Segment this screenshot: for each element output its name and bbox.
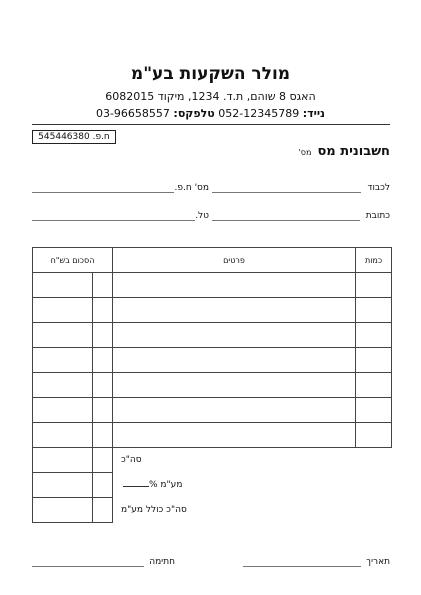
amount-cents-cell[interactable]	[93, 348, 113, 373]
summary-row-total-with-vat	[33, 498, 392, 523]
summary-row-total	[33, 448, 392, 473]
details-cell[interactable]	[113, 348, 356, 373]
amount-cents-cell[interactable]	[93, 323, 113, 348]
table-row	[33, 273, 392, 298]
total-amount-cell[interactable]	[33, 448, 93, 473]
table-row	[33, 348, 392, 373]
table-row	[33, 398, 392, 423]
amount-cell[interactable]	[33, 298, 93, 323]
tax-id-field-line[interactable]	[32, 192, 174, 193]
to-field-line[interactable]	[212, 192, 361, 193]
items-table	[32, 247, 392, 523]
invoice-number-label: מס'	[298, 148, 312, 157]
vat-cents-cell[interactable]	[93, 473, 113, 498]
grand-total-cents-cell[interactable]	[93, 498, 113, 523]
details-cell[interactable]	[113, 298, 356, 323]
contact-line	[0, 107, 421, 120]
quantity-cell[interactable]	[356, 273, 392, 298]
amount-cell[interactable]	[33, 423, 93, 448]
summary-row-vat	[33, 473, 392, 498]
details-cell[interactable]	[113, 423, 356, 448]
address-label: כתובת	[365, 211, 390, 221]
details-cell[interactable]	[113, 273, 356, 298]
quantity-cell[interactable]	[356, 298, 392, 323]
table-header-row	[33, 248, 392, 273]
total-cents-cell[interactable]	[93, 448, 113, 473]
details-cell[interactable]	[113, 373, 356, 398]
to-label: לכבוד	[367, 183, 390, 193]
company-tax-id-box: ח.פ. 545446380	[32, 130, 116, 144]
vat-amount-cell[interactable]	[33, 473, 93, 498]
phone-field-line[interactable]	[32, 220, 195, 221]
company-address: האגס 8 שוהם, ת.ד. 1234, מיקוד 6082015	[105, 90, 316, 103]
table-row	[33, 423, 392, 448]
phone-field-label: טל.	[195, 211, 209, 221]
quantity-cell[interactable]	[356, 398, 392, 423]
invoice-title-text: חשבונית מס	[317, 144, 390, 159]
table-row	[33, 298, 392, 323]
vat-label: מע"מ %	[113, 473, 392, 498]
amount-cents-cell[interactable]	[93, 398, 113, 423]
quantity-cell[interactable]	[356, 373, 392, 398]
amount-cents-cell[interactable]	[93, 298, 113, 323]
header-divider	[32, 124, 390, 125]
date-line[interactable]	[243, 566, 361, 567]
details-cell[interactable]	[113, 398, 356, 423]
address-field-line[interactable]	[212, 220, 360, 221]
amount-cents-cell[interactable]	[93, 423, 113, 448]
quantity-cell[interactable]	[356, 423, 392, 448]
amount-cell[interactable]	[33, 273, 93, 298]
mobile-label: נייד:	[302, 107, 326, 120]
amount-cents-cell[interactable]	[93, 373, 113, 398]
signature-line[interactable]	[32, 566, 144, 567]
vat-percent-line[interactable]	[123, 486, 149, 487]
mobile-number: 052-12345789	[218, 107, 300, 120]
table-row	[33, 373, 392, 398]
table-row	[33, 323, 392, 348]
amount-cell[interactable]	[33, 373, 93, 398]
company-name: מולר השקעות בע"מ	[130, 64, 291, 84]
amount-cell[interactable]	[33, 323, 93, 348]
column-header-amount: הסכום בש"ח	[33, 248, 113, 273]
details-cell[interactable]	[113, 323, 356, 348]
signature-label: חתימה	[149, 557, 175, 567]
column-header-details: פרטים	[113, 248, 356, 273]
tax-id-label: מס' ח.פ.	[174, 183, 209, 193]
column-header-quantity: כמות	[356, 248, 392, 273]
quantity-cell[interactable]	[356, 323, 392, 348]
amount-cell[interactable]	[33, 348, 93, 373]
grand-total-amount-cell[interactable]	[33, 498, 93, 523]
amount-cell[interactable]	[33, 398, 93, 423]
total-label: סה"כ	[121, 455, 142, 466]
phone-number: 03-96658557	[95, 107, 170, 120]
amount-cents-cell[interactable]	[93, 273, 113, 298]
date-label: תאריך	[366, 557, 390, 567]
quantity-cell[interactable]	[356, 348, 392, 373]
phone-label: טלפקס:	[173, 107, 215, 120]
total-with-vat-label: סה"כ כולל מע"מ	[121, 505, 187, 515]
invoice-title	[299, 144, 390, 159]
